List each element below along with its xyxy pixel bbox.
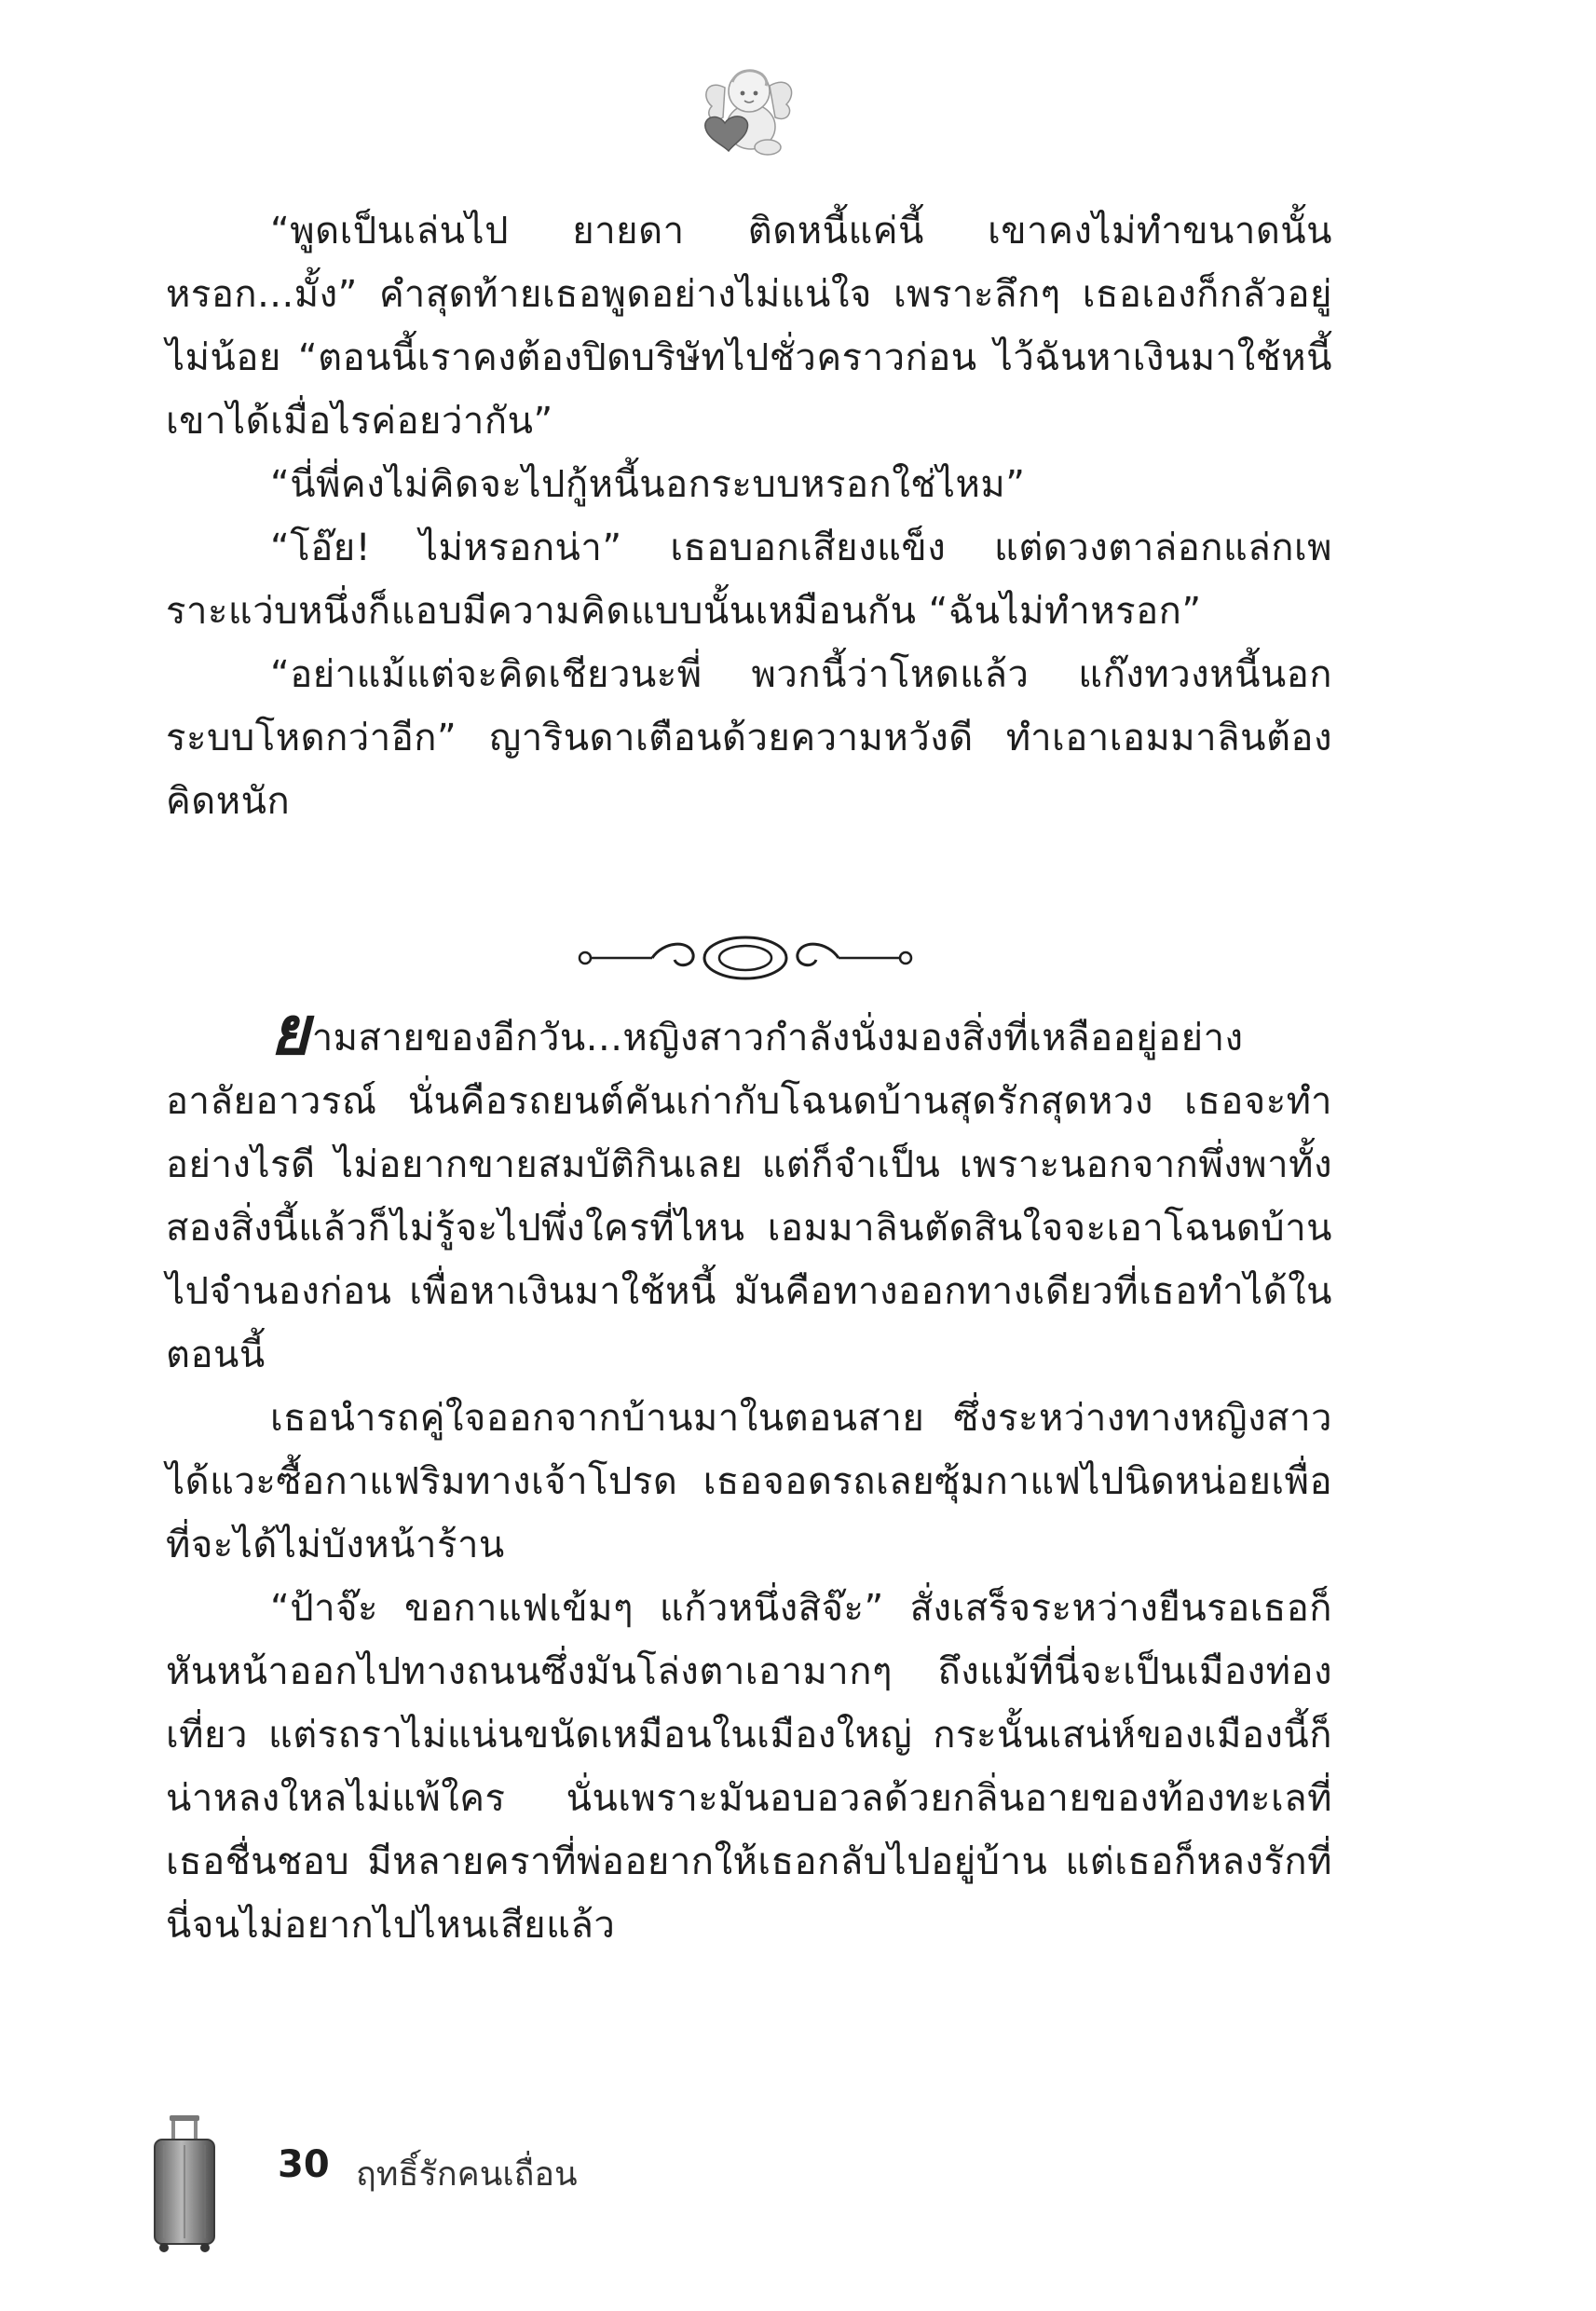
paragraph-text: ามสายของอีกวัน...หญิงสาวกำลังนั่งมองสิ่งที่เหลืออยู่อย่างอาลัยอาวรณ์ นั่นคือรถยนต์คันเก่ากับโฉนดบ้านสุดรักสุดหวง เธอจะทำอย่างไรดี ไม่อยากขายสมบัติกินเลย แต่ก็จำเป็น เพราะนอกจากพึ่งพาทั้งสองสิ่งนี้แล้วก็ไม่รู้จะไปพึ่งใครที่ไหน เอมมาลินตัดสินใจจะเอาโฉนดบ้านไปจำนองก่อน เพื่อหาเงินมาใช้หนี้ มันคือทางออกทางเดียวที่เธอทำได้ในตอนนี้ — [166, 1017, 1332, 1376]
ornamental-scroll-divider — [578, 932, 913, 984]
page-number: 30 — [278, 2143, 330, 2186]
paragraph-with-dropcap — [166, 991, 1332, 1387]
paragraph: “พูดเป็นเล่นไป ยายดา ติดหนี้แค่นี้ เขาคงไม่ทำขนาดนั้นหรอก...มั้ง” คำสุดท้ายเธอพูดอย่างไม่แน่ใจ เพราะลึกๆ เธอเองก็กลัวอยู่ไม่น้อย “ตอนนี้เราคงต้องปิดบริษัทไปชั่วคราวก่อน ไว้ฉันหาเงินมาใช้หนี้เขาได้เมื่อไรค่อยว่ากัน” — [166, 210, 1332, 443]
paragraph: “อย่าแม้แต่จะคิดเชียวนะพี่ พวกนี้ว่าโหดแล้ว แก๊งทวงหนี้นอกระบบโหดกว่าอีก” ญารินดาเตือนด้วยความหวังดี ทำเอาเอมมาลินต้องคิดหนัก — [166, 653, 1332, 823]
paragraph: “ป้าจ๊ะ ขอกาแฟเข้มๆ แก้วหนึ่งสิจ๊ะ” สั่งเสร็จระหว่างยืนรอเธอก็หันหน้าออกไปทางถนนซึ่งมันโล่งตาเอามากๆ ถึงแม้ที่นี่จะเป็นเมืองท่องเที่ยว แต่รถราไม่แน่นขนัดเหมือนในเมืองใหญ่ กระนั้นเสน่ห์ของเมืองนี้ก็น่าหลงใหลไม่แพ้ใคร นั่นเพราะมันอบอวลด้วยกลิ่นอายของท้องทะเลที่เธอชื่นชอบ มีหลายคราที่พ่ออยากให้เธอกลับไปอยู่บ้าน แต่เธอก็หลงรักที่นี่จนไม่อยากไปไหนเสียแล้ว — [166, 1587, 1332, 1947]
drop-cap: ย — [270, 991, 310, 1070]
cupid-with-heart-icon — [697, 58, 799, 158]
paragraph: “นี่พี่คงไม่คิดจะไปกู้หนี้นอกระบบหรอกใช่ไหม” — [270, 463, 1026, 506]
book-title: ฤทธิ์รักคนเถื่อน — [356, 2155, 578, 2194]
paragraph: “โอ๊ย! ไม่หรอกน่า” เธอบอกเสียงแข็ง แต่ดวงตาล่อกแล่กเพราะแว่บหนึ่งก็แอบมีความคิดแบบนั้นเหมือนกัน “ฉันไม่ทำหรอก” — [166, 526, 1332, 633]
paragraph: เธอนำรถคู่ใจออกจากบ้านมาในตอนสาย ซึ่งระหว่างทางหญิงสาวได้แวะซื้อกาแฟริมทางเจ้าโปรด เธอจอดรถเลยซุ้มกาแฟไปนิดหน่อยเพื่อที่จะได้ไม่บังหน้าร้าน — [166, 1397, 1332, 1566]
text-block-bottom — [166, 991, 1332, 1957]
suitcase-icon — [151, 2115, 218, 2253]
text-block-top — [166, 199, 1332, 833]
